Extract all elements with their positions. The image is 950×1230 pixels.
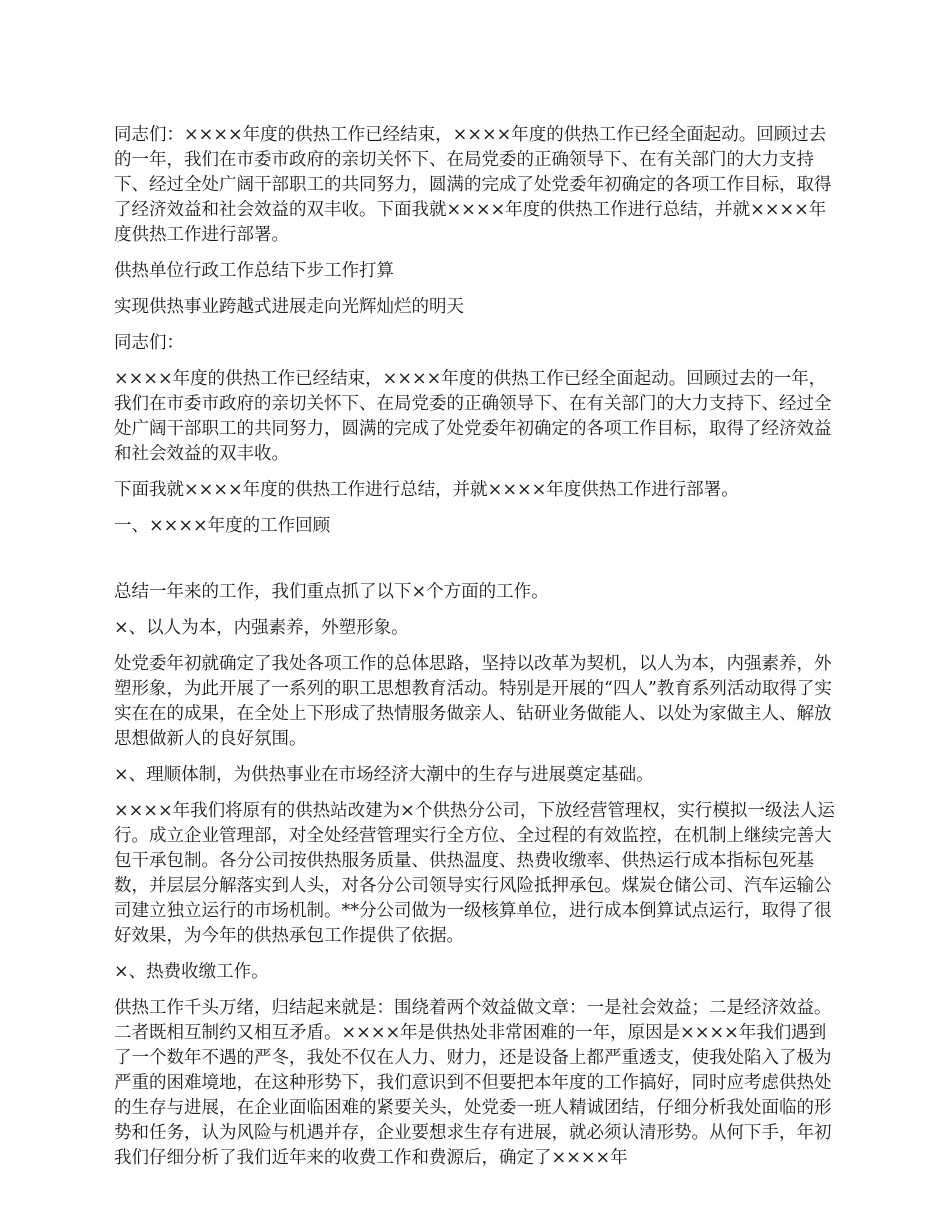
opening-paragraph: ××××年度的供热工作已经结束，××××年度的供热工作已经全面起动。回顾过去的一年，我们在市委市政府的亲切关怀下、在局党委的正确领导下、在有关部门的大力支持下、经过全处广阔干部职工的共同努力，圆满的完成了处党委年初确定的各项工作目标，取得了经济效益和社会效益的双丰收。 xyxy=(114,369,832,464)
section-heading-review: 一、××××年度的工作回顾 xyxy=(114,516,331,536)
subheading-people-first: ×、以人为本，内强素养，外塑形象。 xyxy=(114,618,409,638)
subheading-fee-collection: ×、热费收缴工作。 xyxy=(114,962,269,982)
work-overview-paragraph: 总结一年来的工作，我们重点抓了以下×个方面的工作。 xyxy=(114,582,549,602)
intro-paragraph: 同志们：××××年度的供热工作已经结束，××××年度的供热工作已经全面起动。回顾过去的一年，我们在市委市政府的亲切关怀下、在局党委的正确领导下、在有关部门的大力支持下、经过全处广阔干部职工的共同努力，圆满的完成了处党委年初确定的各项工作目标，取得了经济效益和社会效益的双丰收。下面我就××××年度的供热工作进行总结，并就××××年度供热工作进行部署。 xyxy=(114,125,832,245)
system-reform-paragraph: ××××年我们将原有的供热站改建为×个供热分公司，下放经营管理权，实行模拟一级法人运行。成立企业管理部，对全处经营管理实行全方位、全过程的有效监控，在机制上继续完善大包干承包制。各分公司按供热服务质量、供热温度、热费收缴率、供热运行成本指标包死基数，并层层分解落实到人头，对各分公司领导实行风险抵押承包。煤炭仓储公司、汽车运输公司建立独立运行的市场机制。**分公司做为一级核算单位，进行成本倒算试点运行，取得了很好效果，为今年的供热承包工作提供了依据。 xyxy=(114,801,835,946)
document-body xyxy=(114,123,840,1182)
document-subtitle: 实现供热事业跨越式进展走向光辉灿烂的明天 xyxy=(114,297,464,317)
document-title: 供热单位行政工作总结下步工作打算 xyxy=(114,261,394,281)
summary-intro-paragraph: 下面我就××××年度的供热工作进行总结，并就××××年度供热工作进行部署。 xyxy=(114,480,739,500)
section-spacer xyxy=(114,550,840,580)
salutation: 同志们： xyxy=(114,333,184,353)
people-first-paragraph: 处党委年初就确定了我处各项工作的总体思路，坚持以改革为契机，以人为本，内强素养，外塑形象，为此开展了一系列的职工思想教育活动。特别是开展的“四人”教育系列活动取得了实实在在的成果，在全处上下形成了热情服务做亲人、钻研业务做能人、以处为家做主人、解放思想做新人的良好氛围。 xyxy=(114,654,832,749)
subheading-system-reform: ×、理顺体制，为供热事业在市场经济大潮中的生存与进展奠定基础。 xyxy=(114,765,654,785)
fee-collection-paragraph: 供热工作千头万绪，归结起来就是：围绕着两个效益做文章：一是社会效益；二是经济效益。二者既相互制约又相互矛盾。××××年是供热处非常困难的一年，原因是××××年我们遇到了一个数年不遇的严冬，我处不仅在人力、财力，还是设备上都严重透支，使我处陷入了极为严重的困难境地，在这种形势下，我们意识到不但要把本年度的工作搞好，同时应考虑供热处的生存与进展，在企业面临困难的紧要关头，处党委一班人精诚团结，仔细分析我处面临的形势和任务，认为风险与机遇并存，企业要想求生存有进展，就必须认清形势。从何下手，年初我们仔细分析了我们近年来的收费工作和费源后，确定了××××年 xyxy=(114,998,832,1168)
